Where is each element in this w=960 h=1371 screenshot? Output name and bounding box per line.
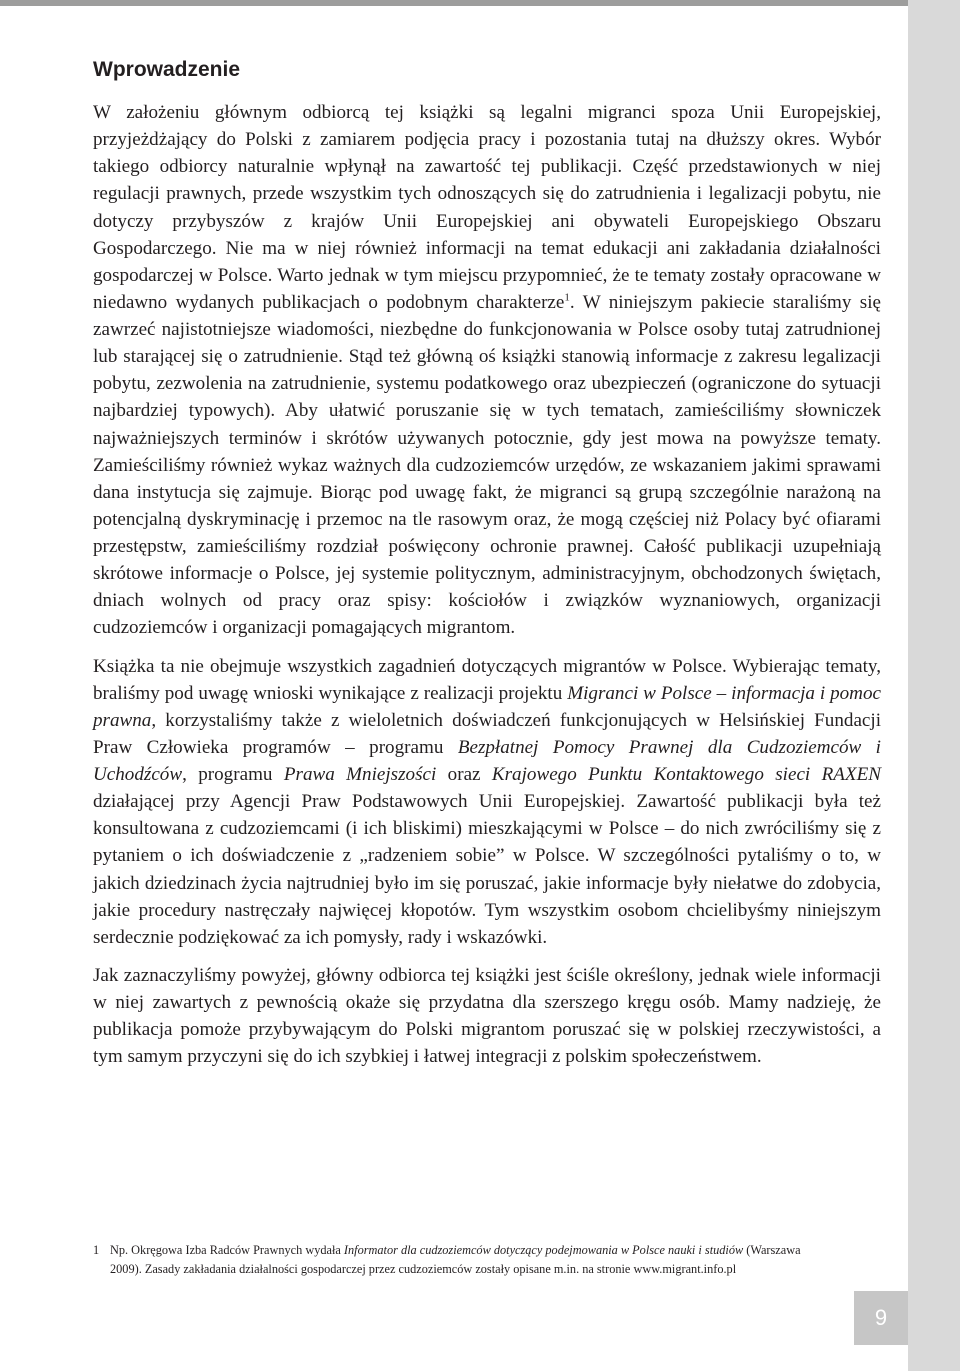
italic-title: Bezpłatnej Pomocy Prawnej dla Cudzoziemców i Uchodźców bbox=[93, 736, 881, 785]
text-run: Jak zaznaczyliśmy powyżej, główny odbiorca tej książki jest ściśle określony, jednak wiele informacji w niej zawartych z pewnością okaże się przydatna dla szerszego kręgu osób. Mamy nadzieję, że publikacja pomoże przybywającym do Polski migrantom poruszać się w polskiej rzeczywistości, a tym samym przyczyni się do ich szybkiej i łatwej integracji z polskim społeczeństwem. bbox=[93, 964, 881, 1068]
paragraph-2 bbox=[93, 653, 881, 951]
italic-title: Migranci w Polsce – informacja i pomoc prawna bbox=[93, 682, 881, 731]
paragraph-1 bbox=[93, 99, 881, 642]
text-run: , korzystaliśmy także z wieloletnich doświadczeń funkcjonujących w Helsińskiej Fundacji Praw Człowieka programów – programu bbox=[93, 709, 881, 758]
page-number-box bbox=[854, 1291, 908, 1345]
text-run: Książka ta nie obejmuje wszystkich zagadnień dotyczących migrantów w Polsce. Wybierając tematy, braliśmy pod uwagę wnioski wynikające z realizacji projektu bbox=[93, 655, 881, 704]
footnote-line-1: Np. Okręgowa Izba Radców Prawnych wydała Informator dla cudzoziemców dotyczący podejmowania w Polsce nauki i studiów (Warszawa bbox=[110, 1243, 801, 1257]
paragraph-3 bbox=[93, 962, 881, 1071]
italic-title: Prawa Mniejszości bbox=[283, 764, 437, 785]
section-heading: Wprowadzenie bbox=[93, 58, 241, 81]
top-border bbox=[0, 0, 960, 6]
footnote-title: Informator dla cudzoziemców dotyczący podejmowania w Polsce nauki i studiów bbox=[343, 1243, 744, 1257]
footnote-ref: 1 bbox=[564, 291, 570, 304]
text-run: . W niniejszym pakiecie staraliśmy się zawrzeć najistotniejsze wiadomości, niezbędne do funkcjonowania w Polsce osoby tutaj zatrudnionej lub starającej się o zatrudnienie. Stąd też główną oś książki stanowią informacje z zakresu legalizacji pobytu, zezwolenia na zatrudnienie, systemu podatkowego oraz ubezpieczeń (ograniczone do sytuacji najbardziej typowych). Aby ułatwić poruszanie się w tych tematach, zamieściliśmy słowniczek najważniejszych terminów i skrótów używanych potocznie, gdy jest mowa na powyższe tematy. Zamieściliśmy również wykaz ważnych dla cudzoziemców urzędów, ze wskazaniem jakimi sprawami dana instytucja się zajmuje. Biorąc pod uwagę fakt, że migranci są grupą szczególnie narażoną na potencjalną dyskryminację i przemoc na tle rasowym oraz, że mogą częściej niż Polacy być ofiarami przestępstw, zamieściliśmy rozdział poświęcony ochronie prawnej. Całość publikacji uzupełniają skrótowe informacje o Polsce, jej systemie politycznym, administracyjnym, obchodzonych świętach, dniach wolnych od pracy oraz spisy: kościołów i związków wyznaniowych, organizacji cudzoziemców i organizacji pomagających migrantom. bbox=[93, 291, 881, 639]
text-run: W założeniu głównym odbiorcą tej książki są legalni migranci spoza Unii Europejskiej, przyjeżdżający do Polski z zamiarem podjęcia pracy i pozostania tutaj na dłuższy okres. Wybór takiego odbiorcy naturalnie wpłynął na zawartość tej publikacji. Część przedstawionych w niej regulacji prawnych, przede wszystkim tych odnoszących się do zatrudnienia i legalizacji pobytu, nie dotyczy przybyszów z krajów Unii Europejskiej ani obywateli Europejskiego Obszaru Gospodarczego. Nie ma w niej również informacji na temat edukacji ani zakładania działalności gospodarczej w Polsce. Warto jednak w tym miejscu przypomnieć, że te tematy zostały opracowane w niedawno wydanych publikacjach o podobnym charakterze bbox=[93, 102, 881, 313]
text-run: działającej przy Agencji Praw Podstawowych Unii Europejskiej. Zawartość publikacji była też konsultowana z cudzoziemcami (i ich bliskimi) mieszkającymi w Polsce – do nich zwróciliśmy się z pytaniem o ich doświadczenie z „radzeniem sobie” w Polsce. W szczególności pytaliśmy o to, w jakich dziedzinach życia najtrudniej było im się poruszać, jakie informacje były niełatwe do zdobycia, jakie procedury nastręczały najwięcej kłopotów. Tym wszystkim osobom chcielibyśmy niniejszym serdecznie podziękować za ich pomysły, rady i wskazówki. bbox=[93, 791, 881, 948]
page-number: 9 bbox=[874, 1305, 888, 1330]
text-run: oraz bbox=[436, 764, 492, 785]
footnote-number: 1 bbox=[93, 1243, 100, 1257]
page-content bbox=[93, 56, 881, 1070]
text-run: , programu bbox=[182, 764, 284, 785]
italic-title: Krajowego Punktu Kontaktowego sieci RAXEN bbox=[491, 764, 881, 785]
side-strip bbox=[908, 0, 960, 1371]
footnote-line-2: 2009). Zasady zakładania działalności gospodarczej przez cudzoziemców zostały opisane m.in. na stronie www.migrant.info.pl bbox=[110, 1262, 737, 1276]
footnote bbox=[93, 1241, 881, 1279]
